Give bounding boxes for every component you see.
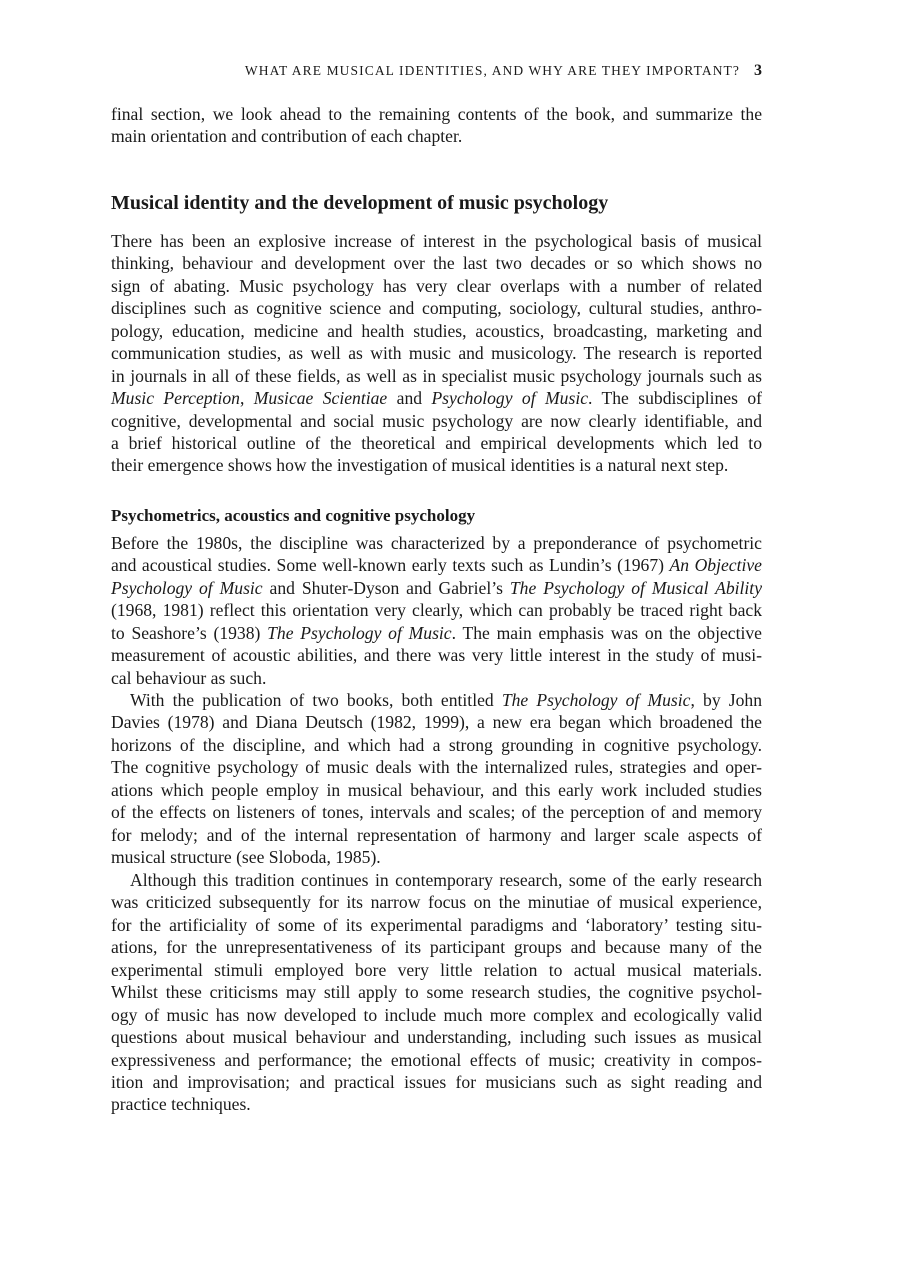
text-line: main orientation and contribution of each chapter. <box>111 126 463 147</box>
book-title: The Psychology of Music <box>501 690 691 710</box>
text-line: for melody; and of the internal representation of harmony and larger scale aspects of <box>111 824 762 845</box>
subsection-heading: Psychometrics, acoustics and cognitive psychology <box>111 506 476 525</box>
text-line: ations, for the unrepresentativeness of its participant groups and because many of the <box>111 937 762 958</box>
text-fragment: . The main emphasis was on the objective <box>451 622 762 643</box>
book-title: An Objective <box>669 555 762 576</box>
text-line <box>111 387 762 409</box>
text-line: Before the 1980s, the discipline was characterized by a preponderance of psychometric <box>111 533 762 553</box>
text-line: expressiveness and performance; the emotional effects of music; creativity in compos- <box>111 1049 762 1070</box>
journal-title: Psychology of Music <box>431 388 589 409</box>
text-line: cognitive, developmental and social music psychology are now clearly identifiable, and <box>111 410 762 431</box>
text-line <box>111 689 762 711</box>
page-number: 3 <box>754 62 762 79</box>
text-line: their emergence shows how the investigation of musical identities is a natural next step. <box>111 455 729 476</box>
text-line: communication studies, as well as with music and musicology. The research is reported <box>111 343 762 364</box>
text-line <box>111 554 762 576</box>
text-fragment: to Seashore’s (1938) <box>111 622 268 643</box>
text-line: in journals in all of these fields, as well as in specialist music psychology journals such as <box>111 365 762 386</box>
text-line: final section, we look ahead to the remaining contents of the book, and summarize the <box>111 104 762 124</box>
subsection-paragraph-2 <box>111 689 762 869</box>
text-line: pology, education, medicine and health studies, acoustics, broadcasting, marketing and <box>111 320 762 341</box>
intro-paragraph <box>111 103 762 148</box>
text-line: disciplines such as cognitive science and computing, sociology, cultural studies, anthro- <box>111 298 762 319</box>
book-title: The Psychology of Music <box>267 622 452 643</box>
journal-title: Music Perception <box>111 388 240 409</box>
text-line: Whilst these criticisms may still apply to some research studies, the cognitive psychol- <box>111 982 762 1003</box>
text-line: questions about musical behaviour and understanding, including such issues as musical <box>111 1027 762 1048</box>
text-line: cal behaviour as such. <box>111 667 267 688</box>
text-line: There has been an explosive increase of interest in the psychological basis of musical <box>111 231 762 251</box>
text-line: musical structure (see Sloboda, 1985). <box>111 847 381 868</box>
text-fragment: , <box>239 388 254 409</box>
text-line: ogy of music has now developed to include much more complex and ecologically valid <box>111 1004 762 1025</box>
text-line: Although this tradition continues in contemporary research, some of the early research <box>130 870 762 890</box>
text-line: experimental stimuli employed bore very little relation to actual musical materials. <box>111 959 762 980</box>
text-line <box>111 577 762 599</box>
section-heading: Musical identity and the development of music psychology <box>111 192 609 214</box>
text-line: practice techniques. <box>111 1094 251 1115</box>
journal-title: Musicae Scientiae <box>253 388 388 409</box>
subsection-paragraph-1 <box>111 532 762 689</box>
text-fragment: and acoustical studies. Some well-known early texts such as Lundin’s (1967) <box>111 555 670 576</box>
text-line: for the artificiality of some of its experimental paradigms and ‘laboratory’ testing situ- <box>111 914 762 935</box>
text-line: of the effects on listeners of tones, intervals and scales; of the perception of and memory <box>111 802 762 823</box>
text-line: sign of abating. Music psychology has very clear overlaps with a number of related <box>111 275 762 296</box>
text-line: The cognitive psychology of music deals with the internalized rules, strategies and oper- <box>111 757 762 778</box>
book-title: Psychology of Music <box>111 577 263 598</box>
running-head-title: WHAT ARE MUSICAL IDENTITIES, AND WHY ARE THEY IMPORTANT? <box>244 63 740 78</box>
text-line: thinking, behaviour and development over the last two decades or so which shows no <box>111 253 762 274</box>
text-line: (1968, 1981) reflect this orientation very clearly, which can probably be traced right back <box>111 600 762 621</box>
text-line: Davies (1978) and Diana Deutsch (1982, 1999), a new era began which broadened the <box>111 712 762 733</box>
text-line <box>111 622 762 644</box>
text-fragment: . The subdisciplines of <box>588 388 762 409</box>
text-line: a brief historical outline of the theoretical and empirical developments which led to <box>111 432 762 453</box>
running-head <box>111 62 762 80</box>
text-fragment: , by John <box>690 690 762 710</box>
text-line: ations which people employ in musical behaviour, and this early work included studies <box>111 779 762 800</box>
text-fragment: and <box>387 388 432 409</box>
text-fragment: With the publication of two books, both entitled <box>130 690 502 710</box>
text-fragment: and Shuter-Dyson and Gabriel’s <box>262 577 510 598</box>
text-line: measurement of acoustic abilities, and there was very little interest in the study of musi- <box>111 645 762 666</box>
section-paragraph <box>111 230 762 477</box>
book-title: The Psychology of Musical Ability <box>509 577 762 598</box>
text-line: horizons of the discipline, and which had a strong grounding in cognitive psychology. <box>111 734 762 755</box>
text-line: ition and improvisation; and practical issues for musicians such as sight reading and <box>111 1071 762 1092</box>
subsection-paragraph-3 <box>111 869 762 1116</box>
text-line: was criticized subsequently for its narrow focus on the minutiae of musical experience, <box>111 892 762 913</box>
